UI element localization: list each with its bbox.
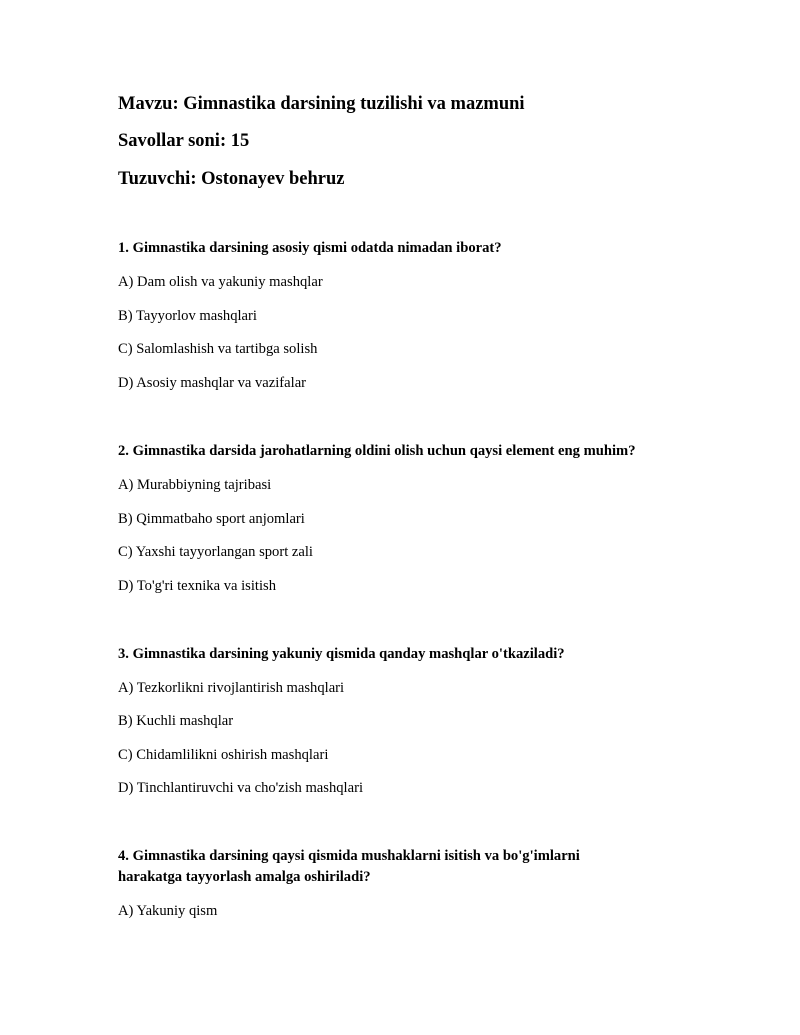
question-1-text: 1. Gimnastika darsining asosiy qismi odatda nimadan iborat? <box>118 240 502 256</box>
question-4-option-a: A) Yakuniy qism <box>118 903 218 919</box>
question-3-option-b: B) Kuchli mashqlar <box>118 713 234 729</box>
question-4-text-line-2: harakatga tayyorlash amalga oshiriladi? <box>118 869 371 885</box>
question-2-option-b: B) Qimmatbaho sport anjomlari <box>118 511 305 527</box>
question-3-option-a: A) Tezkorlikni rivojlantirish mashqlari <box>118 680 345 696</box>
question-1-option-b: B) Tayyorlov mashqlari <box>118 308 257 324</box>
question-2-option-d: D) To'g'ri texnika va isitish <box>118 578 276 594</box>
question-4-text <box>118 846 580 888</box>
question-4-text-line-1: 4. Gimnastika darsining qaysi qismida mushaklarni isitish va bo'g'imlarni <box>118 848 580 864</box>
question-1-option-a: A) Dam olish va yakuniy mashqlar <box>118 274 323 290</box>
question-2-option-a: A) Murabbiyning tajribasi <box>118 477 272 493</box>
question-1-option-c: C) Salomlashish va tartibga solish <box>118 341 318 357</box>
question-1-option-d: D) Asosiy mashqlar va vazifalar <box>118 375 307 391</box>
question-3-option-c: C) Chidamlilikni oshirish mashqlari <box>118 747 329 763</box>
topic-title: Mavzu: Gimnastika darsining tuzilishi va mazmuni <box>118 94 525 114</box>
question-2-option-c: C) Yaxshi tayyorlangan sport zali <box>118 544 313 560</box>
question-2-text: 2. Gimnastika darsida jarohatlarning oldini olish uchun qaysi element eng muhim? <box>118 443 636 459</box>
question-3-text: 3. Gimnastika darsining yakuniy qismida qanday mashqlar o'tkaziladi? <box>118 646 565 662</box>
question-count: Savollar soni: 15 <box>118 131 250 151</box>
question-3-option-d: D) Tinchlantiruvchi va cho'zish mashqlari <box>118 780 364 796</box>
author-line: Tuzuvchi: Ostonayev behruz <box>118 169 345 189</box>
